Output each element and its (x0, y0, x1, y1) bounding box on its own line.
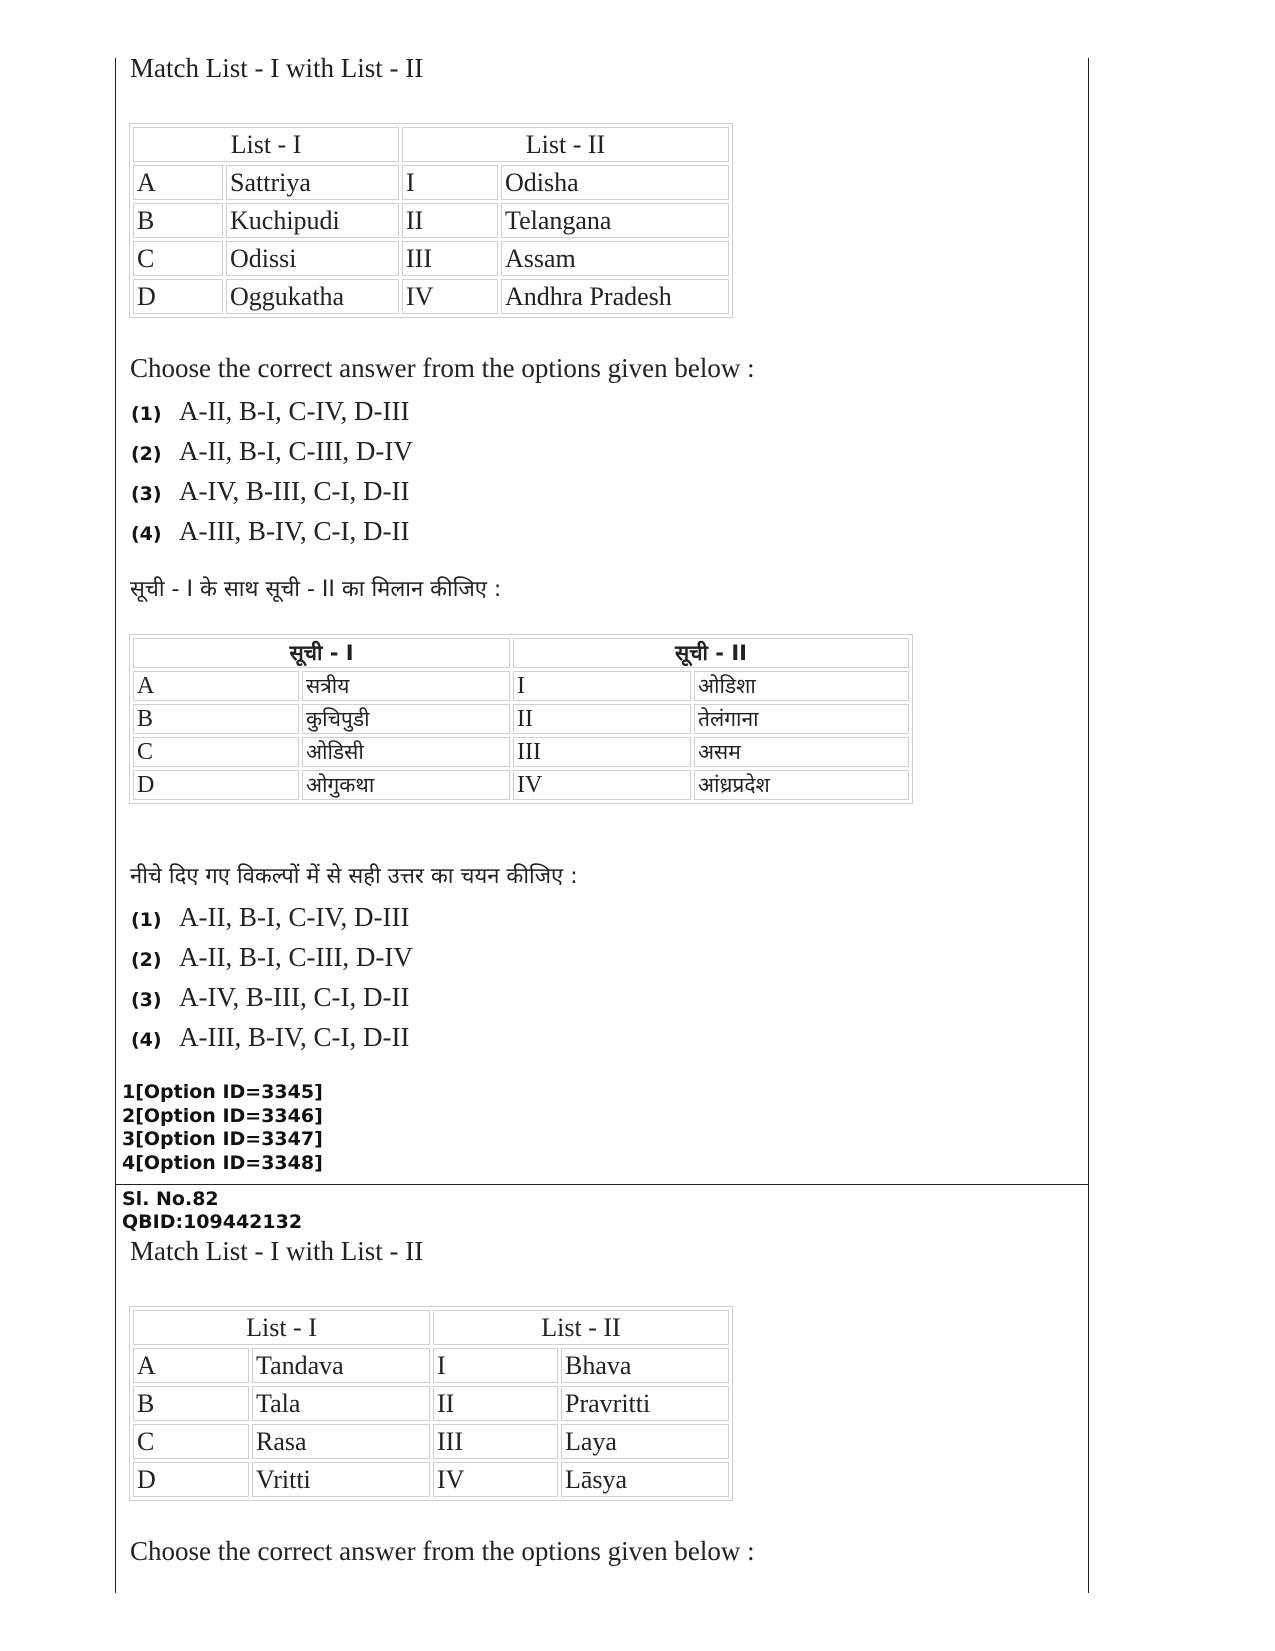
row-roman: I (402, 165, 498, 200)
row-item: Tandava (252, 1348, 430, 1383)
row-item: ओगुकथा (302, 770, 510, 800)
row-match: ओडिशा (694, 671, 909, 701)
row-roman: IV (513, 770, 691, 800)
option-item (131, 942, 413, 973)
table-header-row (133, 127, 729, 162)
list2-header: List - II (402, 127, 729, 162)
q82-choose-en: Choose the correct answer from the options given below : (130, 1536, 755, 1566)
row-letter: A (133, 1348, 249, 1383)
option-item (131, 1022, 409, 1053)
row-letter: D (133, 770, 299, 800)
row-roman: II (433, 1386, 558, 1421)
option-item (131, 476, 409, 507)
row-item: Rasa (252, 1424, 430, 1459)
option-number: (1) (131, 403, 162, 425)
table-row (133, 671, 909, 701)
table-header-row (133, 638, 909, 668)
option-text: A-II, B-I, C-III, D-IV (179, 436, 413, 466)
q81-prompt-en: Match List - I with List - II (130, 53, 424, 83)
row-match: Pravritti (561, 1386, 729, 1421)
option-number: (4) (131, 1029, 162, 1051)
option-text: A-IV, B-III, C-I, D-II (179, 476, 410, 506)
table-row (133, 1462, 729, 1497)
table-row (133, 704, 909, 734)
row-roman: IV (433, 1462, 558, 1497)
table-row (133, 737, 909, 767)
row-letter: B (133, 704, 299, 734)
row-letter: C (133, 1424, 249, 1459)
option-item (131, 902, 409, 933)
table-row (133, 165, 729, 200)
option-text: A-III, B-IV, C-I, D-II (179, 516, 410, 546)
row-match: Telangana (501, 203, 729, 238)
list1-header: सूची - I (133, 638, 510, 668)
list2-header: सूची - II (513, 638, 909, 668)
row-letter: B (133, 203, 223, 238)
row-letter: A (133, 165, 223, 200)
option-text: A-II, B-I, C-III, D-IV (179, 942, 413, 972)
option-id: 2[Option ID=3346] (122, 1104, 323, 1127)
option-number: (3) (131, 989, 162, 1011)
qbid: QBID:109442132 (122, 1211, 303, 1233)
row-match: Assam (501, 241, 729, 276)
option-text: A-IV, B-III, C-I, D-II (179, 982, 410, 1012)
table-row (133, 241, 729, 276)
table-row (133, 1424, 729, 1459)
row-roman: IV (402, 279, 498, 314)
option-text: A-II, B-I, C-IV, D-III (179, 902, 410, 932)
row-match: Andhra Pradesh (501, 279, 729, 314)
option-number: (2) (131, 443, 162, 465)
option-item (131, 516, 409, 547)
option-id: 1[Option ID=3345] (122, 1081, 323, 1103)
row-item: Oggukatha (226, 279, 399, 314)
q81-match-table-en (129, 123, 733, 318)
table-row (133, 1386, 729, 1421)
list1-header: List - I (133, 1310, 430, 1345)
row-roman: III (433, 1424, 558, 1459)
option-item (131, 436, 413, 467)
row-roman: I (433, 1348, 558, 1383)
q81-prompt-hi: सूची - I के साथ सूची - II का मिलान कीजिए : (130, 577, 502, 602)
q82-match-table-en (129, 1306, 733, 1501)
row-match: Lāsya (561, 1462, 729, 1497)
row-item: Sattriya (226, 165, 399, 200)
row-item: सत्रीय (302, 671, 510, 701)
row-letter: D (133, 1462, 249, 1497)
row-match: Laya (561, 1424, 729, 1459)
option-number: (2) (131, 949, 162, 971)
question-divider (115, 1184, 1089, 1185)
row-item: कुचिपुडी (302, 704, 510, 734)
option-item (131, 396, 409, 427)
row-roman: III (513, 737, 691, 767)
list1-header: List - I (133, 127, 399, 162)
option-id-list (122, 1081, 323, 1175)
q81-choose-en: Choose the correct answer from the options given below : (130, 353, 755, 383)
table-header-row (133, 1310, 729, 1345)
row-match: Bhava (561, 1348, 729, 1383)
row-letter: A (133, 671, 299, 701)
option-text: A-II, B-I, C-IV, D-III (179, 396, 410, 426)
table-row (133, 1348, 729, 1383)
row-roman: II (513, 704, 691, 734)
table-row (133, 279, 729, 314)
row-match: Odisha (501, 165, 729, 200)
q82-prompt-en: Match List - I with List - II (130, 1236, 424, 1266)
row-roman: II (402, 203, 498, 238)
option-item (131, 982, 409, 1013)
row-letter: D (133, 279, 223, 314)
row-match: तेलंगाना (694, 704, 909, 734)
option-id: 3[Option ID=3347] (122, 1128, 323, 1150)
row-letter: B (133, 1386, 249, 1421)
option-text: A-III, B-IV, C-I, D-II (179, 1022, 410, 1052)
option-number: (1) (131, 909, 162, 931)
row-item: Kuchipudi (226, 203, 399, 238)
option-number: (4) (131, 523, 162, 545)
row-letter: C (133, 241, 223, 276)
row-letter: C (133, 737, 299, 767)
list2-header: List - II (433, 1310, 729, 1345)
q81-choose-hi: नीचे दिए गए विकल्पों में से सही उत्तर का चयन कीजिए : (130, 864, 578, 889)
option-number: (3) (131, 483, 162, 505)
q81-match-table-hi (129, 634, 913, 804)
row-roman: I (513, 671, 691, 701)
row-item: Tala (252, 1386, 430, 1421)
row-match: आंध्रप्रदेश (694, 770, 909, 800)
row-roman: III (402, 241, 498, 276)
row-item: ओडिसी (302, 737, 510, 767)
row-match: असम (694, 737, 909, 767)
row-item: Odissi (226, 241, 399, 276)
option-id: 4[Option ID=3348] (122, 1151, 323, 1174)
row-item: Vritti (252, 1462, 430, 1497)
table-row (133, 770, 909, 800)
table-row (133, 203, 729, 238)
serial-number: Sl. No.82 (122, 1188, 219, 1210)
